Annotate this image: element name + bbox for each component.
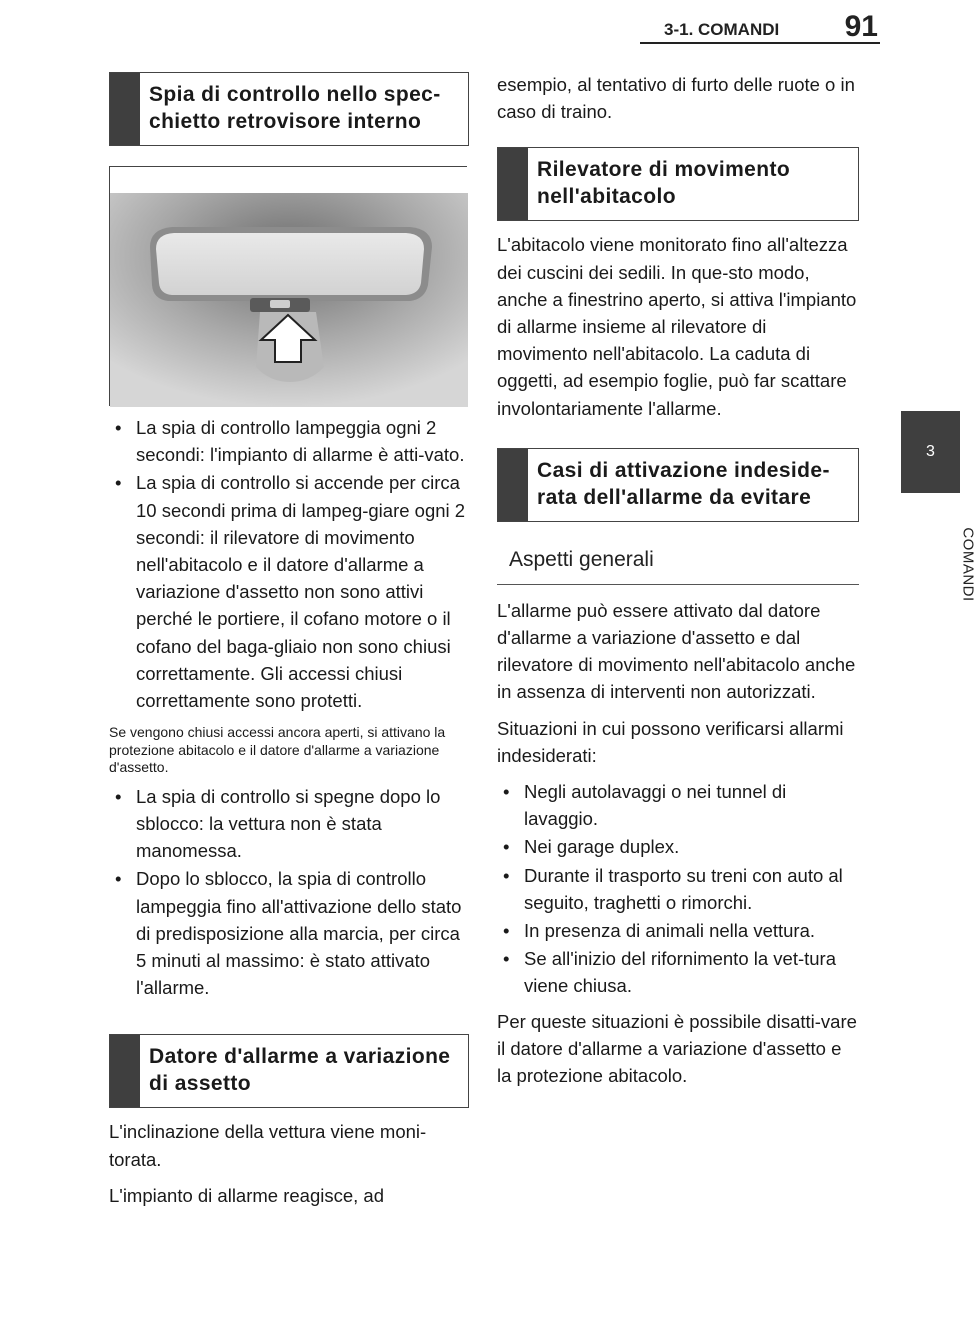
heading-line: nell'abitacolo (537, 185, 676, 209)
heading-motion-sensor (497, 147, 859, 221)
list-item: • In presenza di animali nella vettura. (497, 917, 859, 944)
heading-line: Casi di attivazione indeside- (537, 458, 830, 482)
list-item: • Dopo lo sblocco, la spia di controllo lampeggia fino all'attivazione dello stato di predisposizione alla marcia, per circa 5 minuti al massimo: è stato attivato l'allarme. (109, 865, 469, 1001)
false-alarm-situations (497, 778, 859, 1000)
list-item: • Se all'inizio del rifornimento la vet-tura viene chiusa. (497, 945, 859, 999)
heading-line: Rilevatore di movimento (537, 158, 791, 182)
right-column (497, 72, 859, 1098)
paragraph: esempio, al tentativo di furto delle ruote o in caso di traino. (497, 74, 855, 123)
interior-mirror-indicator-image (110, 167, 468, 407)
paragraph: L'impianto di allarme reagisce, ad (109, 1184, 385, 1206)
interior-mirror-figure (109, 166, 467, 406)
paragraph: L'allarme può essere attivato dal datore d'allarme a variazione d'assetto e dal rilevatore di movimento nell'abitacolo anche in assenza di interventi non autorizzati. (497, 599, 856, 703)
chapter-tab[interactable]: 3 (901, 411, 960, 493)
chapter-tab-label: COMANDI (959, 527, 977, 602)
page-number: 91 (844, 10, 878, 43)
subheading-general: Aspetti generali (497, 544, 859, 585)
heading-line: Spia di controllo nello spec- (149, 83, 441, 106)
paragraph: Per queste situazioni è possibile disatti-vare il datore d'allarme a variazione d'assetto e la protezione abitacolo. (497, 1010, 857, 1087)
indicator-bullets (109, 414, 469, 714)
section-title: 3-1. COMANDI (664, 20, 780, 39)
list-item: • Durante il trasporto su treni con auto al seguito, traghetti o rimorchi. (497, 862, 859, 916)
heading-tilt-sensor (109, 1034, 469, 1108)
heading-line: rata dell'allarme da evitare (537, 485, 812, 509)
list-item: • La spia di controllo si spegne dopo lo sblocco: la vettura non è stata manomessa. (109, 783, 469, 865)
heading-line: di assetto (149, 1072, 252, 1096)
note-text: Se vengono chiusi accessi ancora aperti, si attivano la protezione abitacolo e il datore d'allarme a variazione d'assetto. (109, 724, 446, 776)
list-item: • Nei garage duplex. (497, 833, 859, 860)
paragraph: L'inclinazione della vettura viene moni-torata. (109, 1121, 427, 1170)
left-column (109, 72, 469, 1218)
list-item: • La spia di controllo lampeggia ogni 2 secondi: l'impianto di allarme è atti-vato. (109, 414, 469, 468)
unlock-bullets (109, 783, 469, 1002)
list-item: • La spia di controllo si accende per circa 10 secondi prima di lampeg-giare ogni 2 secondi: il rilevatore di movimento nell'abitacolo e il datore d'allarme a variazione d'assetto non sono attivi perché le portiere, il cofano motore o il cofano del baga-gliaio non sono chiusi correttamente. Gli accessi chiusi correttamente sono protetti. (109, 469, 469, 714)
heading-mirror-indicator (109, 72, 469, 146)
paragraph: Situazioni in cui possono verificarsi allarmi indesiderati: (497, 717, 844, 766)
paragraph: L'abitacolo viene monitorato fino all'altezza dei cuscini dei sedili. In que-sto modo, anche a finestrino aperto, si attiva l'impianto di allarme insieme al rilevatore di movimento nell'abitacolo. La caduta di oggetti, ad esempio foglie, può far scattare involontariamente l'allarme. (497, 234, 857, 419)
heading-false-alarms (497, 448, 859, 522)
heading-line: Datore d'allarme a variazione (149, 1045, 451, 1069)
heading-line: chietto retrovisore interno (149, 110, 422, 133)
list-item: • Negli autolavaggi o nei tunnel di lavaggio. (497, 778, 859, 832)
